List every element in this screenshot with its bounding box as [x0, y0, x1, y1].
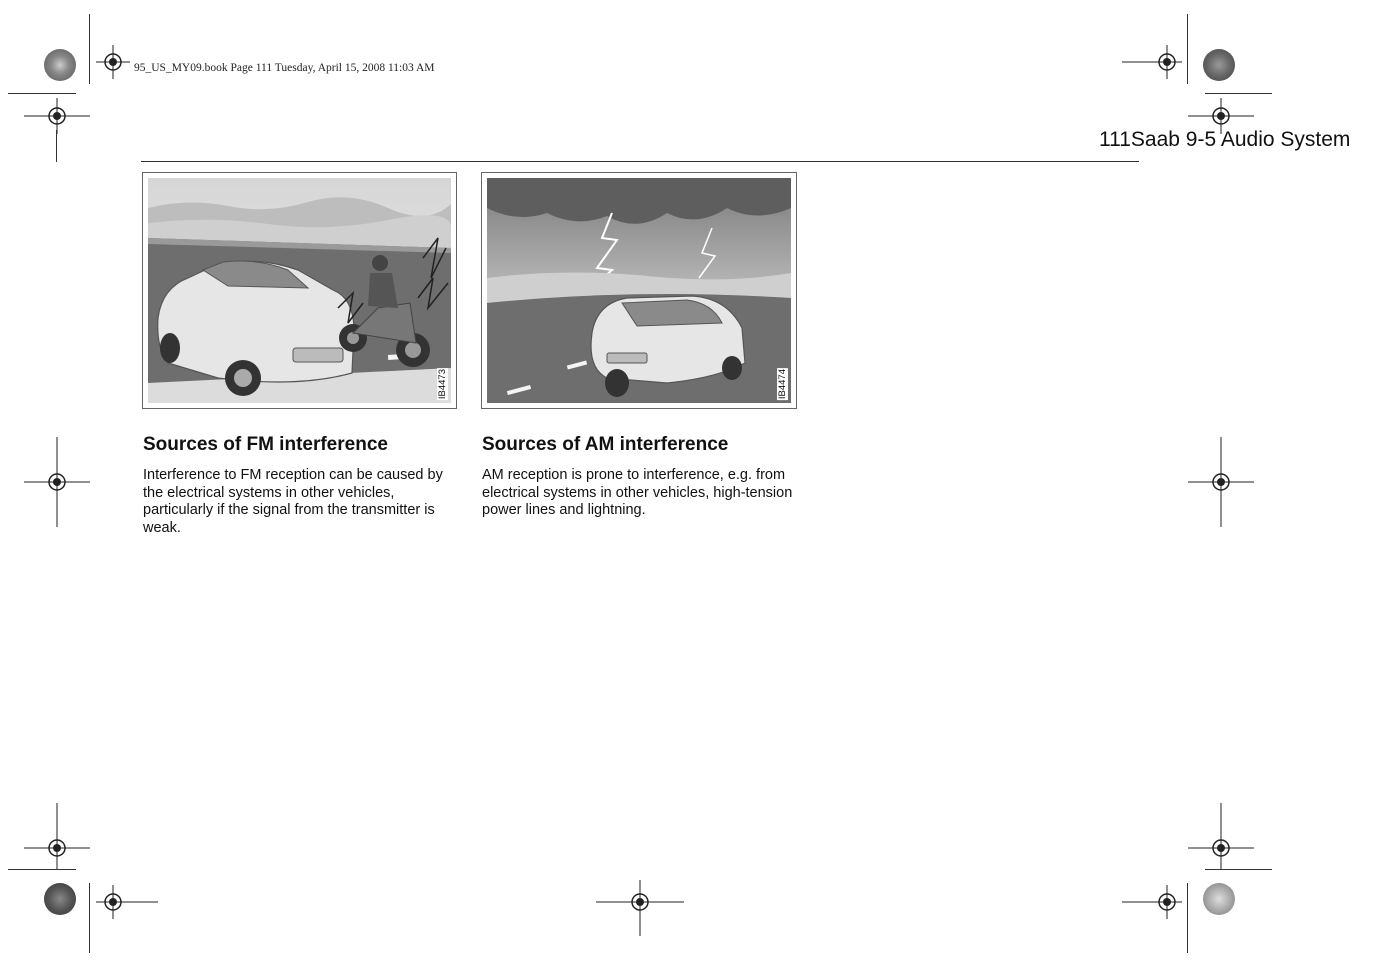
crosshair-icon — [96, 45, 130, 79]
crosshair-icon — [24, 803, 90, 869]
crop-line — [1205, 869, 1272, 870]
crop-line — [1187, 14, 1188, 84]
crop-line — [89, 883, 90, 953]
crosshair-icon — [1122, 45, 1182, 79]
print-slug: 95_US_MY09.book Page 111 Tuesday, April 15, 2008 11:03 AM — [134, 62, 435, 74]
fm-body: Interference to FM reception can be caused by the electrical systems in other vehicles, particularly if the signal from the transmitter is weak. — [143, 467, 443, 536]
am-body: AM reception is prone to interference, e.g. from electrical systems in other vehicles, high-tension power lines and lightning. — [482, 467, 793, 518]
section-title: Saab 9-5 Audio System — [1130, 128, 1351, 151]
page-number: 111 — [1099, 128, 1131, 151]
crop-line — [1205, 93, 1272, 94]
crop-line — [8, 869, 76, 870]
crop-line — [56, 130, 57, 162]
am-illustration — [487, 178, 791, 403]
crosshair-icon — [596, 880, 684, 936]
header-rule — [141, 161, 1139, 162]
crosshair-icon — [1188, 437, 1254, 527]
figure-code: IB4473 — [437, 368, 448, 399]
crop-line — [89, 14, 90, 84]
crosshair-icon — [1188, 98, 1254, 134]
color-wheel-icon — [44, 883, 76, 915]
figure-fm-interference — [142, 172, 457, 409]
crop-line — [1187, 883, 1188, 953]
figure-code: IB4474 — [777, 368, 788, 399]
crosshair-icon — [1122, 885, 1182, 919]
color-wheel-icon — [44, 49, 76, 81]
fm-heading: Sources of FM interference — [143, 434, 388, 455]
figure-am-interference — [481, 172, 797, 409]
crop-line — [8, 93, 76, 94]
color-wheel-icon — [1203, 883, 1235, 915]
crosshair-icon — [1188, 803, 1254, 869]
crosshair-icon — [96, 885, 158, 919]
crosshair-icon — [24, 437, 90, 527]
fm-illustration — [148, 178, 451, 403]
color-wheel-icon — [1203, 49, 1235, 81]
crosshair-icon — [24, 98, 90, 134]
am-heading: Sources of AM interference — [482, 434, 729, 455]
